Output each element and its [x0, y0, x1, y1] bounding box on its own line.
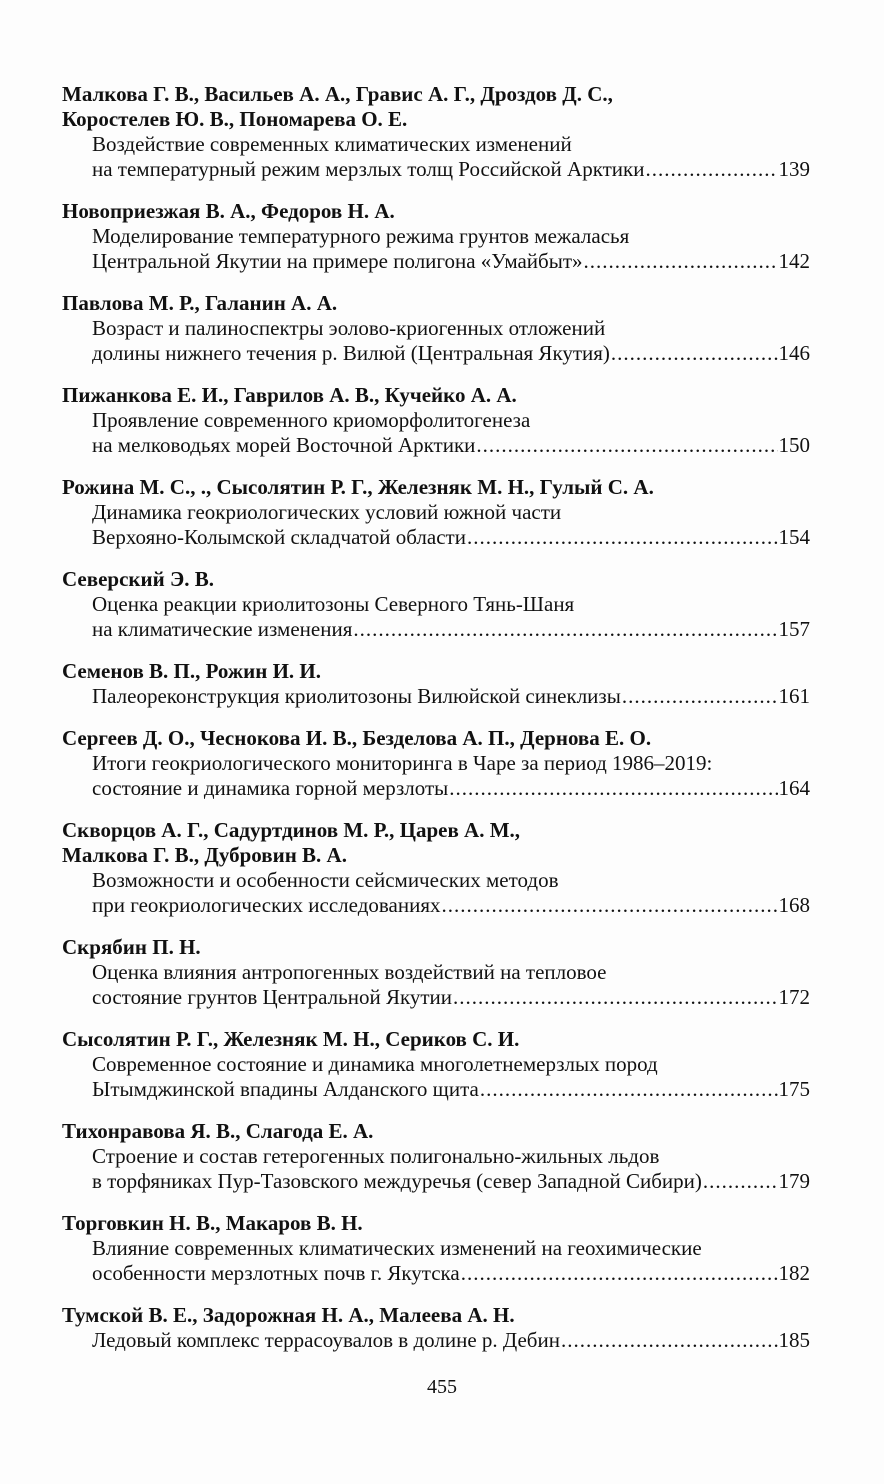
entry-page-number: 150	[778, 433, 810, 457]
entry-title-line: Влияние современных климатических изменений на геохимические	[92, 1236, 702, 1260]
entry-page-number: 175	[778, 1077, 810, 1101]
dot-leader	[467, 525, 778, 550]
entry-authors: Малкова Г. В., Васильев А. А., Гравис А. Г., Дроздов Д. С.,	[62, 82, 613, 106]
entry-title-last-line	[62, 985, 810, 1010]
entry-title-line: Ледовый комплекс террасоувалов в долине р. Дебин	[92, 1328, 560, 1352]
toc-entry	[62, 567, 810, 642]
entry-authors: Коростелев Ю. В., Пономарева О. Е.	[62, 107, 408, 131]
entry-title-line: состояние и динамика горной мерзлоты	[92, 776, 449, 800]
entry-title-line: Ытымджинской впадины Алданского щита	[92, 1077, 479, 1101]
entry-title-last-line	[62, 341, 810, 366]
entry-page-number: 185	[778, 1328, 810, 1352]
toc-entry	[62, 935, 810, 1010]
entry-title-last-line	[62, 1077, 810, 1102]
entry-title-line: состояние грунтов Центральной Якутии	[92, 985, 453, 1009]
toc-entry	[62, 1211, 810, 1286]
entry-authors: Тумской В. Е., Задорожная Н. А., Малеева А. Н.	[62, 1303, 515, 1327]
entry-authors: Скрябин П. Н.	[62, 935, 201, 959]
entry-page-number: 139	[778, 157, 810, 181]
entry-title-line: Оценка влияния антропогенных воздействий на тепловое	[92, 960, 607, 984]
entry-authors: Пижанкова Е. И., Гаврилов А. В., Кучейко А. А.	[62, 383, 517, 407]
entry-title-line: Верхояно-Колымской складчатой области	[92, 525, 466, 549]
entry-page-number: 157	[778, 617, 810, 641]
dot-leader	[611, 341, 778, 366]
entry-page-number: 168	[778, 893, 810, 917]
dot-leader	[584, 249, 778, 274]
entry-authors: Новоприезжая В. А., Федоров Н. А.	[62, 199, 395, 223]
dot-leader	[461, 1261, 778, 1286]
entry-title-line: на температурный режим мерзлых толщ Российской Арктики	[92, 157, 645, 181]
toc-entry	[62, 659, 810, 709]
entry-title-line: Современное состояние и динамика многолетнемерзлых пород	[92, 1052, 658, 1076]
entry-title-line: Воздействие современных климатических изменений	[92, 132, 572, 156]
entry-title-line: Палеореконструкция криолитозоны Вилюйской синеклизы	[92, 684, 621, 708]
entry-page-number: 161	[778, 684, 810, 708]
entry-title-line: Проявление современного криоморфолитогенеза	[92, 408, 531, 432]
entry-title-line: Динамика геокриологических условий южной части	[92, 500, 562, 524]
entry-title-line: на мелководьях морей Восточной Арктики	[92, 433, 476, 457]
entry-title-last-line	[62, 157, 810, 182]
entry-title-line: Оценка реакции криолитозоны Северного Тянь-Шаня	[92, 592, 575, 616]
entry-title-line: в торфяниках Пур-Тазовского междуречья (север Западной Сибири)	[92, 1169, 702, 1193]
entry-authors: Сысолятин Р. Г., Железняк М. Н., Сериков С. И.	[62, 1027, 520, 1051]
toc-entry	[62, 1119, 810, 1194]
toc-entry	[62, 818, 810, 918]
dot-leader	[453, 985, 777, 1010]
entry-title-last-line	[62, 433, 810, 458]
entry-title-last-line	[62, 893, 810, 918]
entry-title-last-line	[62, 1169, 810, 1194]
page-number: 455	[427, 1376, 457, 1398]
entry-authors: Малкова Г. В., Дубровин В. А.	[62, 843, 347, 867]
entry-authors: Сергеев Д. О., Чеснокова И. В., Безделова А. П., Дернова Е. О.	[62, 726, 652, 750]
entry-page-number: 142	[778, 249, 810, 273]
entry-page-number: 164	[778, 776, 810, 800]
entry-title-line: Строение и состав гетерогенных полигонально-жильных льдов	[92, 1144, 660, 1168]
entry-authors: Северский Э. В.	[62, 567, 214, 591]
entry-title-line: долины нижнего течения р. Вилюй (Центральная Якутия)	[92, 341, 610, 365]
entry-page-number: 154	[778, 525, 810, 549]
dot-leader	[476, 433, 777, 458]
entry-title-last-line	[62, 776, 810, 801]
entry-page-number: 182	[778, 1261, 810, 1285]
dot-leader	[646, 157, 778, 182]
toc-entry	[62, 726, 810, 801]
entry-authors: Рожина М. С., ., Сысолятин Р. Г., Железняк М. Н., Гулый С. А.	[62, 475, 654, 499]
entry-title-last-line	[62, 525, 810, 550]
entry-title-last-line	[62, 1261, 810, 1286]
entry-title-line: Итоги геокриологического мониторинга в Чаре за период 1986–2019:	[92, 751, 713, 775]
entry-authors: Торговкин Н. В., Макаров В. Н.	[62, 1211, 363, 1235]
toc-entry	[62, 475, 810, 550]
entry-title-line: при геокриологических исследованиях	[92, 893, 441, 917]
entry-authors: Скворцов А. Г., Садуртдинов М. Р., Царев А. М.,	[62, 818, 521, 842]
entry-authors: Тихонравова Я. В., Слагода Е. А.	[62, 1119, 374, 1143]
entry-title-line: Возможности и особенности сейсмических методов	[92, 868, 559, 892]
entry-title-line: Возраст и палиноспектры эолово-криогенных отложений	[92, 316, 606, 340]
entry-title-last-line	[62, 684, 810, 709]
entry-title-last-line	[62, 1328, 810, 1353]
entry-page-number: 179	[778, 1169, 810, 1193]
entry-title-line: Моделирование температурного режима грунтов межаласья	[92, 224, 630, 248]
toc-entry	[62, 82, 810, 182]
toc-entry	[62, 1027, 810, 1102]
toc-entry	[62, 199, 810, 274]
entry-title-line: Центральной Якутии на примере полигона «Умайбыт»	[92, 249, 583, 273]
toc-entry	[62, 383, 810, 458]
toc-entry	[62, 291, 810, 366]
entry-page-number: 146	[778, 341, 810, 365]
entry-title-last-line	[62, 249, 810, 274]
dot-leader	[703, 1169, 778, 1194]
entry-title-line: особенности мерзлотных почв г. Якутска	[92, 1261, 460, 1285]
dot-leader	[353, 617, 777, 642]
dot-leader	[480, 1077, 778, 1102]
entry-authors: Семенов В. П., Рожин И. И.	[62, 659, 322, 683]
dot-leader	[561, 1328, 778, 1353]
entry-authors: Павлова М. Р., Галанин А. А.	[62, 291, 338, 315]
dot-leader	[449, 776, 777, 801]
toc-entry	[62, 1303, 810, 1353]
entry-title-last-line	[62, 617, 810, 642]
table-of-contents	[62, 82, 810, 1370]
dot-leader	[441, 893, 777, 918]
entry-title-line: на климатические изменения	[92, 617, 353, 641]
entry-page-number: 172	[778, 985, 810, 1009]
dot-leader	[622, 684, 778, 709]
